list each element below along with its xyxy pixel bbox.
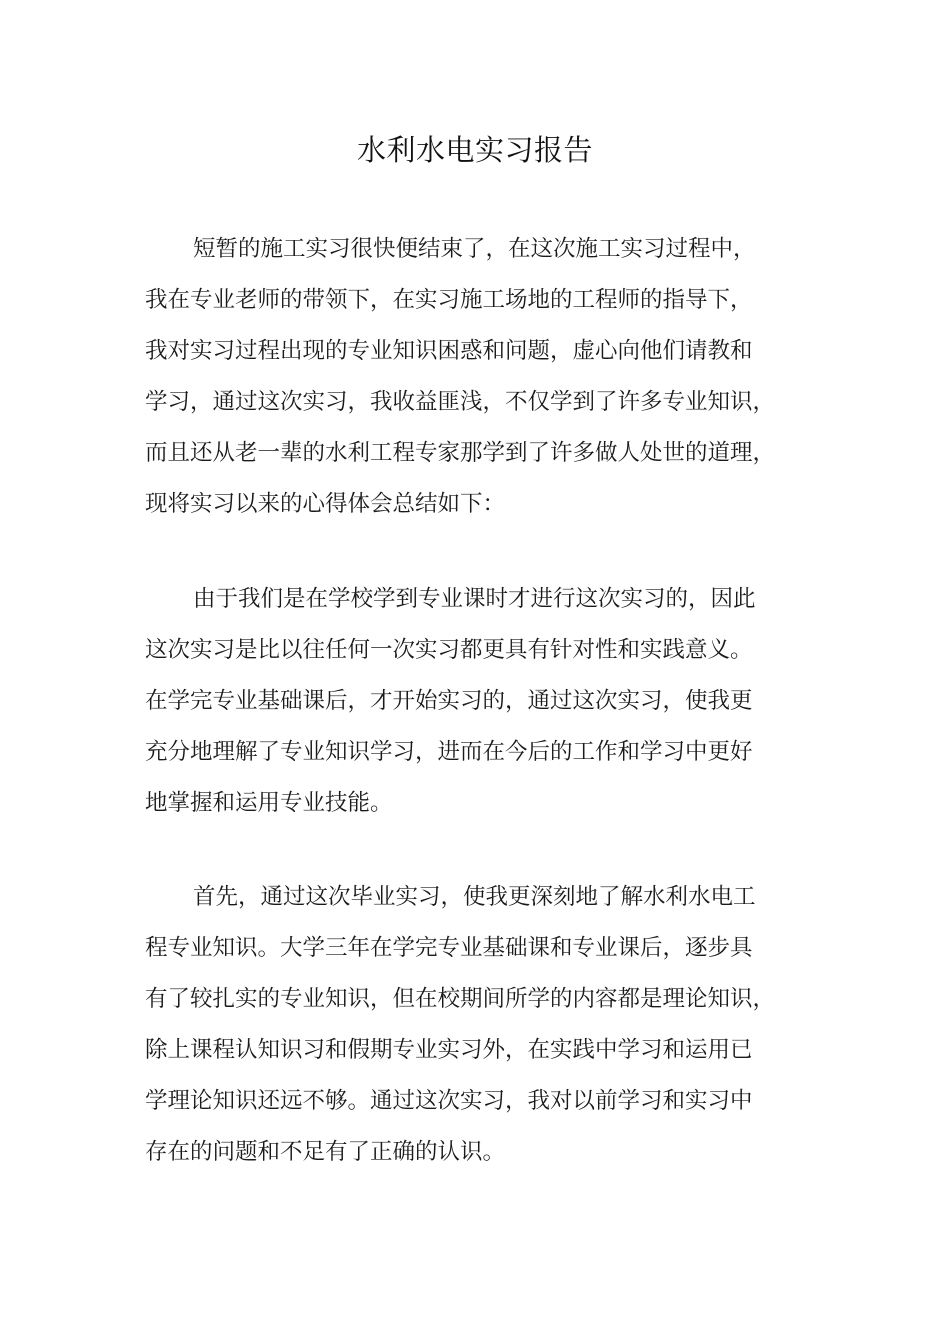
- paragraph-line: 现将实习以来的心得体会总结如下：: [145, 491, 506, 517]
- paragraph-line: 首先，通过这次毕业实习，使我更深刻地了解水利水电工: [193, 884, 756, 910]
- paragraph-line: 学理论知识还远不够。通过这次实习，我对以前学习和实习中: [145, 1088, 753, 1114]
- paragraph-line: 学习，通过这次实习，我收益匪浅，不仅学到了许多专业知识，: [145, 389, 776, 415]
- document-title: 水利水电实习报告: [356, 133, 593, 167]
- paragraph-line: 短暂的施工实习很快便结束了，在这次施工实习过程中，: [193, 236, 756, 262]
- paragraph-line: 我在专业老师的带领下，在实习施工场地的工程师的指导下，: [145, 287, 753, 313]
- paragraph-line: 有了较扎实的专业知识，但在校期间所学的内容都是理论知识，: [145, 986, 776, 1012]
- paragraph-line: 在学完专业基础课后，才开始实习的，通过这次实习，使我更: [145, 688, 753, 714]
- paragraph-1: [145, 224, 825, 530]
- paragraph-line: 而且还从老一辈的水利工程专家那学到了许多做人处世的道理，: [145, 440, 776, 466]
- paragraph-line: 这次实习是比以往任何一次实习都更具有针对性和实践意义。: [145, 637, 753, 663]
- paragraph-line: 程专业知识。大学三年在学完专业基础课和专业课后，逐步具: [145, 935, 753, 961]
- paragraph-line: 充分地理解了专业知识学习，进而在今后的工作和学习中更好: [145, 739, 753, 765]
- paragraph-2: [145, 574, 825, 829]
- paragraph-line: 地掌握和运用专业技能。: [145, 790, 393, 816]
- paragraph-line: 存在的问题和不足有了正确的认识。: [145, 1139, 506, 1165]
- paragraph-line: 我对实习过程出现的专业知识困惑和问题，虚心向他们请教和: [145, 338, 753, 364]
- paragraph-3: [145, 872, 825, 1178]
- paragraph-line: 由于我们是在学校学到专业课时才进行这次实习的，因此: [193, 586, 756, 612]
- paragraph-line: 除上课程认知识习和假期专业实习外，在实践中学习和运用已: [145, 1037, 753, 1063]
